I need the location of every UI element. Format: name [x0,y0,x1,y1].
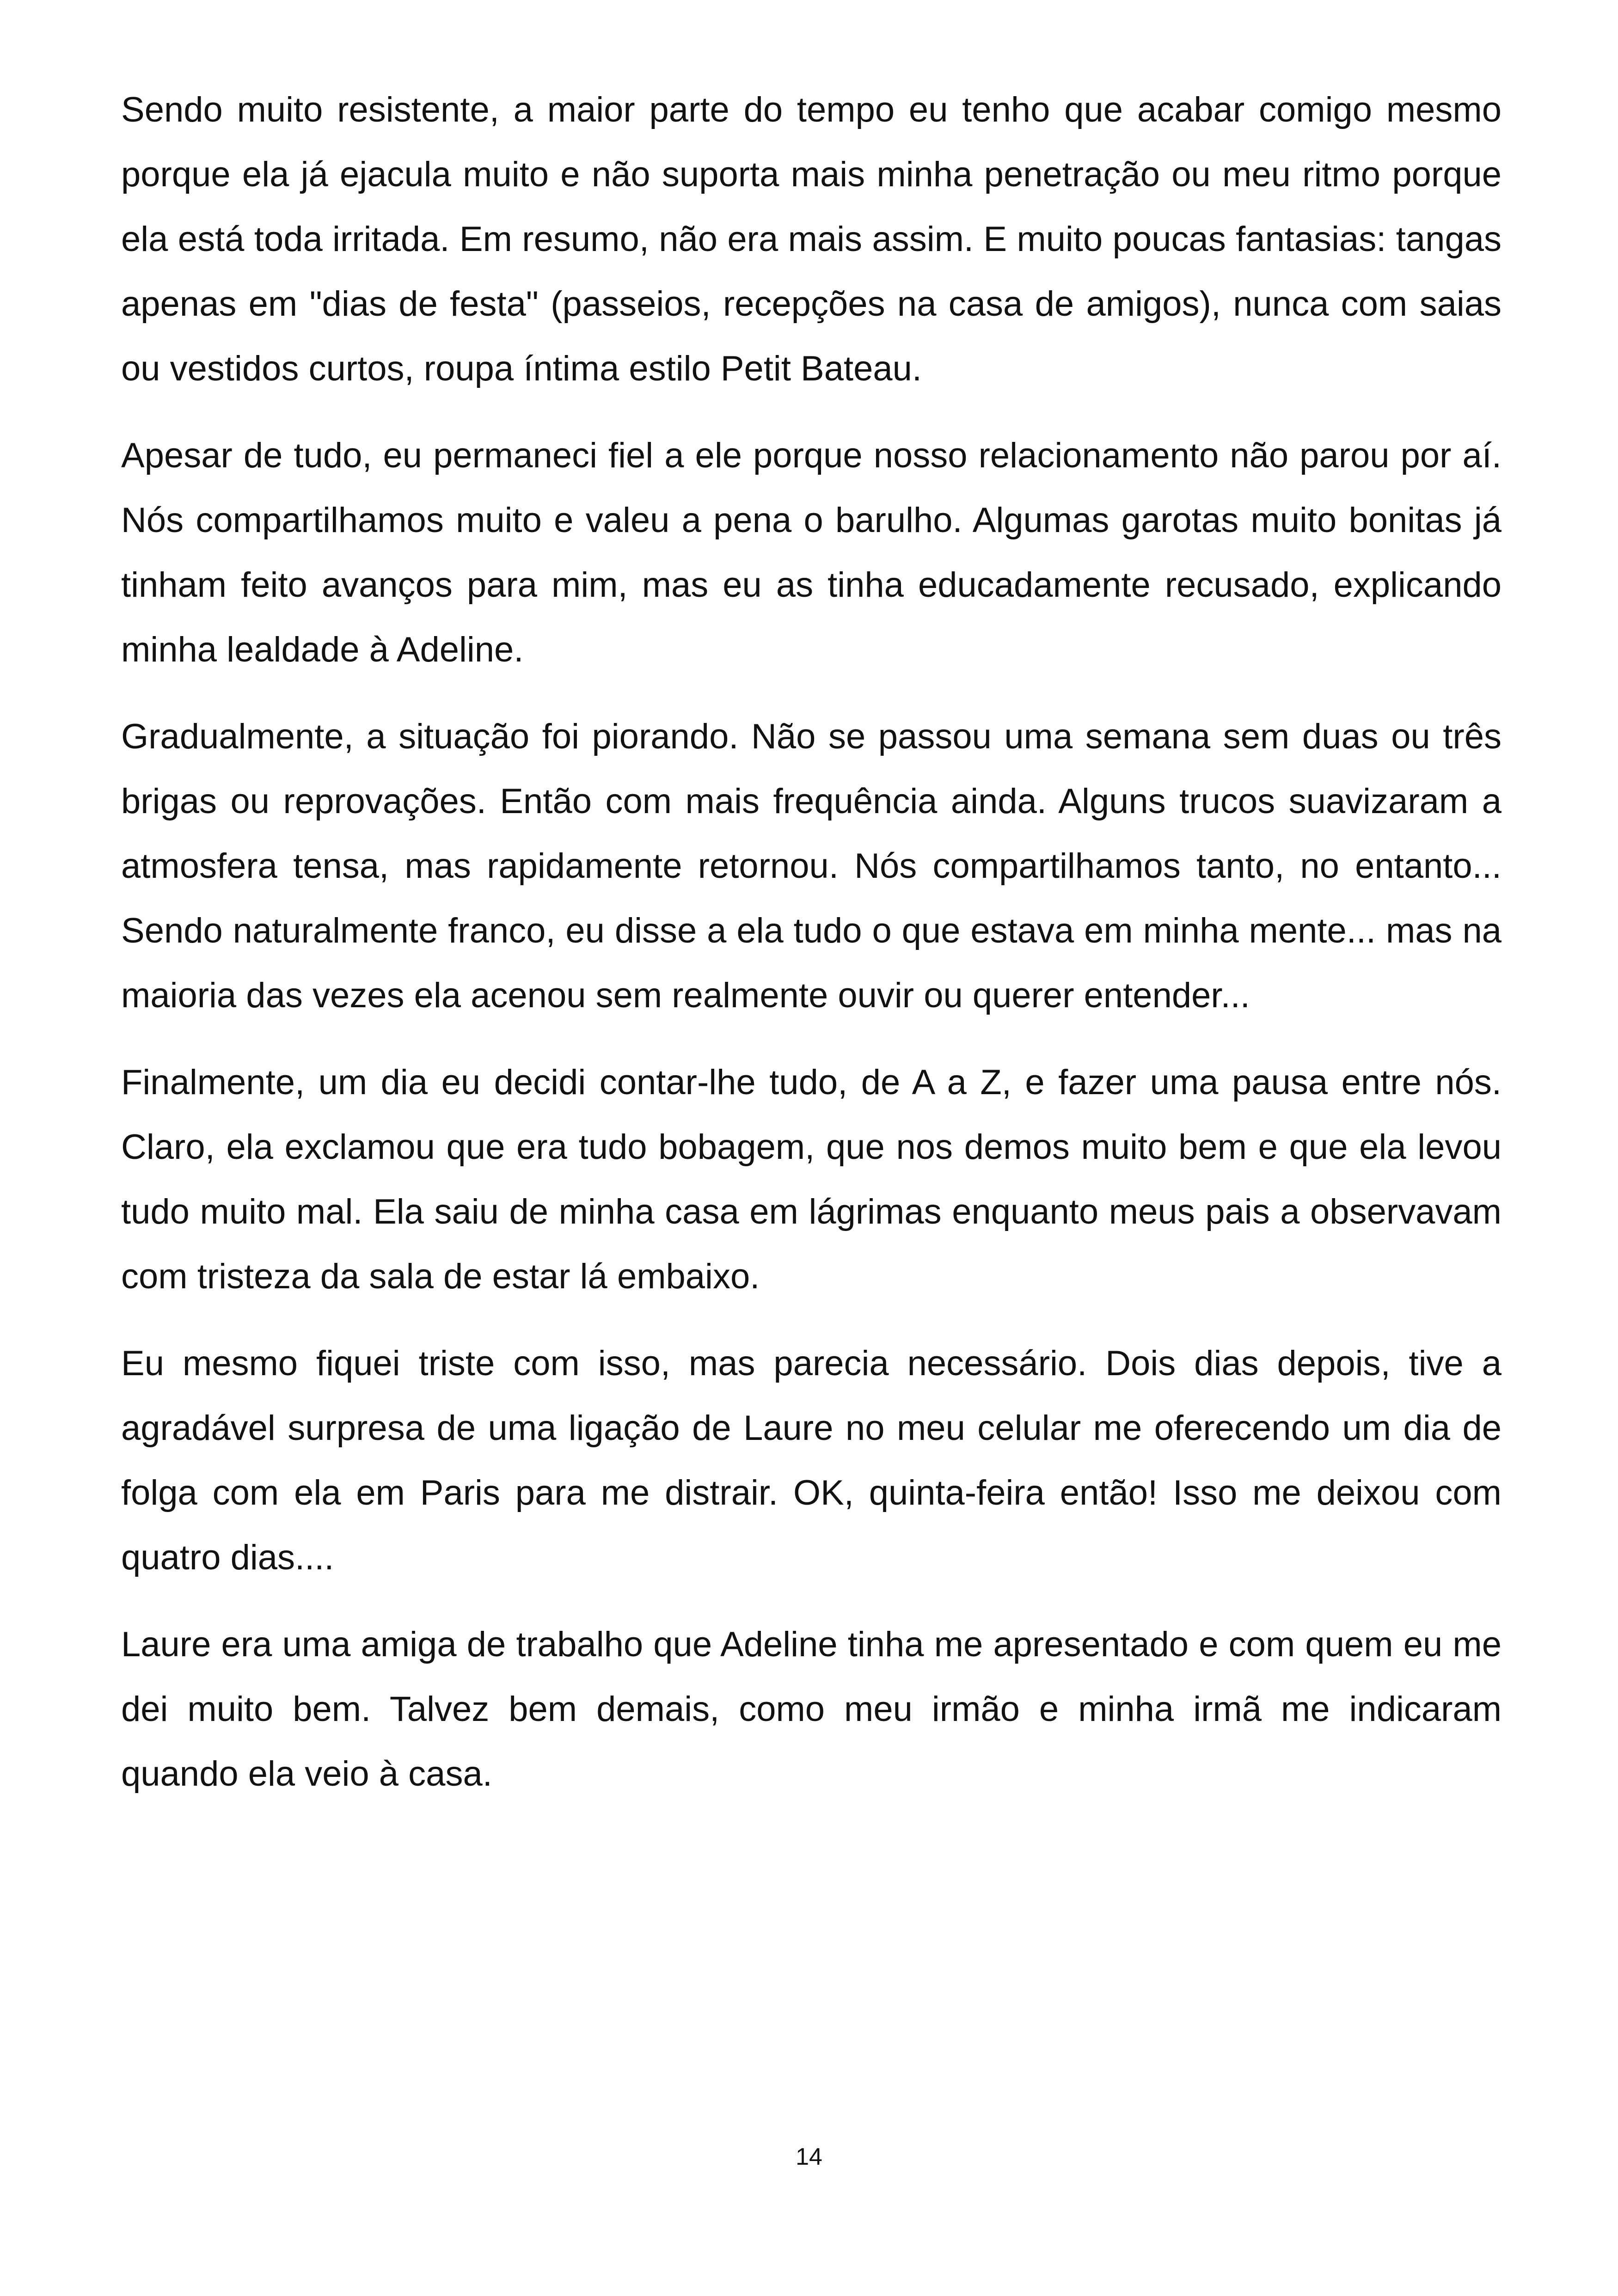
text-body [121,78,1502,1829]
page-number: 14 [796,2143,822,2170]
paragraph-5: Eu mesmo fiquei triste com isso, mas parecia necessário. Dois dias depois, tive a agradável surpresa de uma ligação de Laure no meu celular me oferecendo um dia de folga com ela em Paris para me distrair. OK, quinta-feira então! Isso me deixou com quatro dias.... [121,1344,1502,1577]
paragraph-4: Finalmente, um dia eu decidi contar-lhe tudo, de A a Z, e fazer uma pausa entre nós. Claro, ela exclamou que era tudo bobagem, que nos demos muito bem e que ela levou tudo muito mal. Ela saiu de minha casa em lágrimas enquanto meus pais a observavam com tristeza da sala de estar lá embaixo. [121,1063,1502,1296]
paragraph-1: Sendo muito resistente, a maior parte do tempo eu tenho que acabar comigo mesmo porque ela já ejacula muito e não suporta mais minha penetração ou meu ritmo porque ela está toda irritada. Em resumo, não era mais assim. E muito poucas fantasias: tangas apenas em "dias de festa" (passeios, recepções na casa de amigos), nunca com saias ou vestidos curtos, roupa íntima estilo Petit Bateau. [121,90,1502,388]
paragraph-6: Laure era uma amiga de trabalho que Adeline tinha me apresentado e com quem eu me dei muito bem. Talvez bem demais, como meu irmão e minha irmã me indicaram quando ela veio à casa. [121,1625,1502,1794]
paragraph-2: Apesar de tudo, eu permaneci fiel a ele porque nosso relacionamento não parou por aí. Nós compartilhamos muito e valeu a pena o barulho. Algumas garotas muito bonitas já tinham feito avanços para mim, mas eu as tinha educadamente recusado, explicando minha lealdade à Adeline. [121,436,1502,669]
paragraph-3: Gradualmente, a situação foi piorando. Não se passou uma semana sem duas ou três brigas ou reprovações. Então com mais frequência ainda. Alguns trucos suavizaram a atmosfera tensa, mas rapidamente retornou. Nós compartilhamos tanto, no entanto... Sendo naturalmente franco, eu disse a ela tudo o que estava em minha mente... mas na maioria das vezes ela acenou sem realmente ouvir ou querer entender... [121,717,1502,1015]
